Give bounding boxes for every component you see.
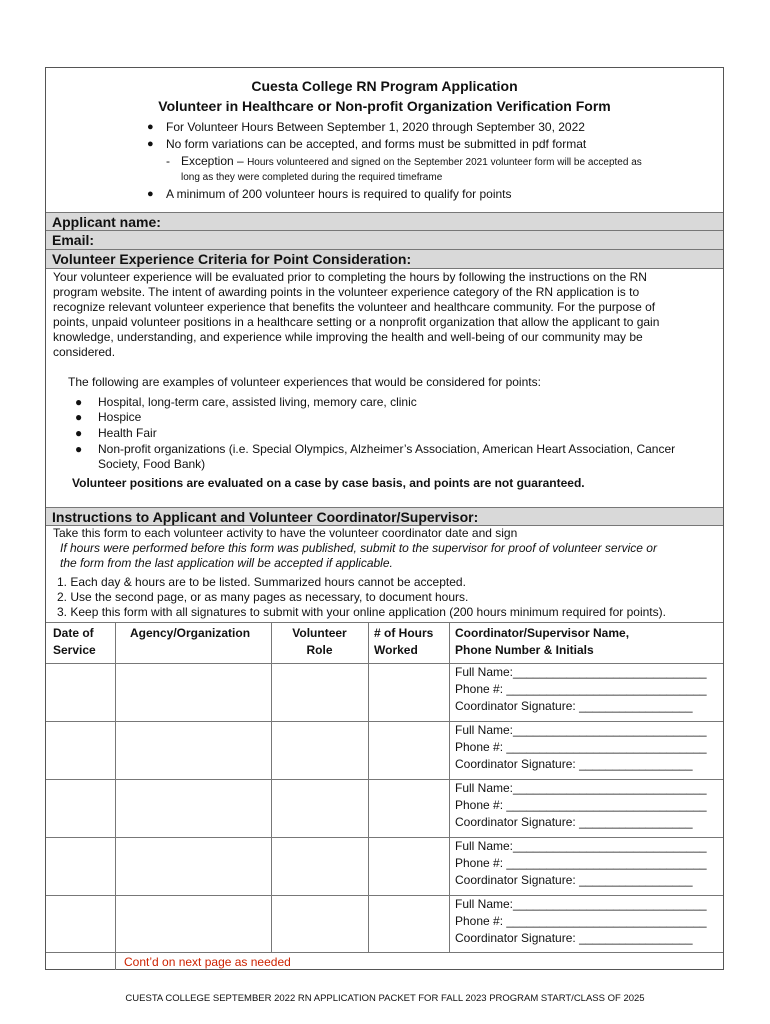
bullet-icon: ● — [147, 138, 154, 150]
list-item: ● Hospital, long-term care, assisted living, memory care, clinic — [75, 395, 417, 409]
exception-note: - Exception – Hours volunteered and signed on the September 2021 volunteer form will be accepted as — [166, 154, 642, 168]
bullet-icon: ● — [147, 188, 154, 200]
bullet-icon: ● — [147, 121, 154, 133]
list-item-cont: Society, Food Bank) — [98, 457, 206, 471]
applicant-name-label: Applicant name: — [46, 212, 723, 231]
coordinator-block-5: Full Name:_____________________________ Phone #: ______________________________ Coordinator Signature: _________________ — [455, 897, 707, 945]
bullet-volunteer-period: ● For Volunteer Hours Between September 1, 2020 through September 30, 2022 — [147, 120, 585, 134]
list-item: ● Non-profit organizations (i.e. Special Olympics, Alzheimer’s Association, American Heart Association, Cancer — [75, 442, 676, 456]
table-col-divider — [271, 622, 272, 952]
coordinator-block-4: Full Name:_____________________________ Phone #: ______________________________ Coordinator Signature: _________________ — [455, 839, 707, 887]
coordinator-block-2: Full Name:_____________________________ Phone #: ______________________________ Coordinator Signature: _________________ — [455, 723, 707, 771]
instructions-line: Take this form to each volunteer activity to have the volunteer coordinator date and sign — [53, 526, 518, 540]
table-col-divider — [115, 622, 116, 970]
table-top-border — [46, 622, 723, 623]
coordinator-block-3: Full Name:_____________________________ Phone #: ______________________________ Coordinator Signature: _________________ — [455, 781, 707, 829]
bullet-icon: ● — [75, 426, 83, 440]
list-item: ● Health Fair — [75, 426, 157, 440]
page-footer: CUESTA COLLEGE SEPTEMBER 2022 RN APPLICATION PACKET FOR FALL 2023 PROGRAM START/CLASS OF 2025 — [125, 993, 645, 1004]
list-item: ● Hospice — [75, 410, 142, 424]
bullet-icon: ● — [75, 442, 83, 456]
examples-intro: The following are examples of volunteer experiences that would be considered for points: — [68, 375, 541, 389]
instructions-step-2: 2. Use the second page, or as many pages as necessary, to document hours. — [57, 590, 469, 604]
instructions-step-1: 1. Each day & hours are to be listed. Summarized hours cannot be accepted. — [57, 575, 466, 589]
table-col-divider — [368, 622, 369, 952]
dash-icon: - — [166, 154, 170, 168]
continued-note: Cont’d on next page as needed — [124, 955, 291, 969]
table-col-divider — [449, 622, 450, 952]
criteria-heading: Volunteer Experience Criteria for Point Consideration: — [46, 250, 723, 269]
col-header-agency: Agency/Organization — [130, 626, 251, 640]
exception-note-cont: long as they were completed during the required timeframe — [181, 172, 443, 183]
bullet-icon: ● — [75, 410, 83, 424]
instructions-step-3: 3. Keep this form with all signatures to submit with your online application (200 hours minimum required for points). — [57, 605, 666, 619]
form-title: Cuesta College RN Program Application — [251, 78, 518, 94]
evaluation-note: Volunteer positions are evaluated on a case by case basis, and points are not guaranteed. — [72, 476, 585, 490]
criteria-paragraph: Your volunteer experience will be evaluated prior to completing the hours by following the instructions on the RN program website. The intent of awarding points in the volunteer experience category of the RN application is to recognize relevant volunteer experience that benefits the volunteer and healthcare community. For the purpose of points, unpaid volunteer positions in a healthcare setting or a nonprofit organization that allow the applicant to gain knowledge, understanding, and experience while improving the health and well-being of our community may be considered. — [53, 270, 660, 359]
col-header-hours: # of Hours Worked — [374, 626, 434, 657]
email-label: Email: — [46, 231, 723, 250]
table-bottom-border — [46, 952, 723, 953]
col-header-role: Volunteer Role — [292, 626, 347, 657]
instructions-heading: Instructions to Applicant and Volunteer Coordinator/Supervisor: — [46, 507, 723, 526]
bullet-icon: ● — [75, 395, 83, 409]
bullet-minimum-hours: ● A minimum of 200 volunteer hours is required to qualify for points — [147, 187, 512, 201]
bullet-no-variations: ● No form variations can be accepted, and forms must be submitted in pdf format — [147, 137, 587, 151]
instructions-italic-1: If hours were performed before this form was published, submit to the supervisor for proof of volunteer service or — [60, 541, 657, 555]
col-header-coordinator: Coordinator/Supervisor Name, Phone Number & Initials — [455, 626, 630, 657]
instructions-italic-2: the form from the last application will be accepted if applicable. — [60, 556, 393, 570]
form-subtitle: Volunteer in Healthcare or Non-profit Organization Verification Form — [158, 98, 611, 114]
col-header-date: Date of Service — [53, 626, 96, 657]
coordinator-block-1: Full Name:_____________________________ Phone #: ______________________________ Coordinator Signature: _________________ — [455, 665, 707, 713]
